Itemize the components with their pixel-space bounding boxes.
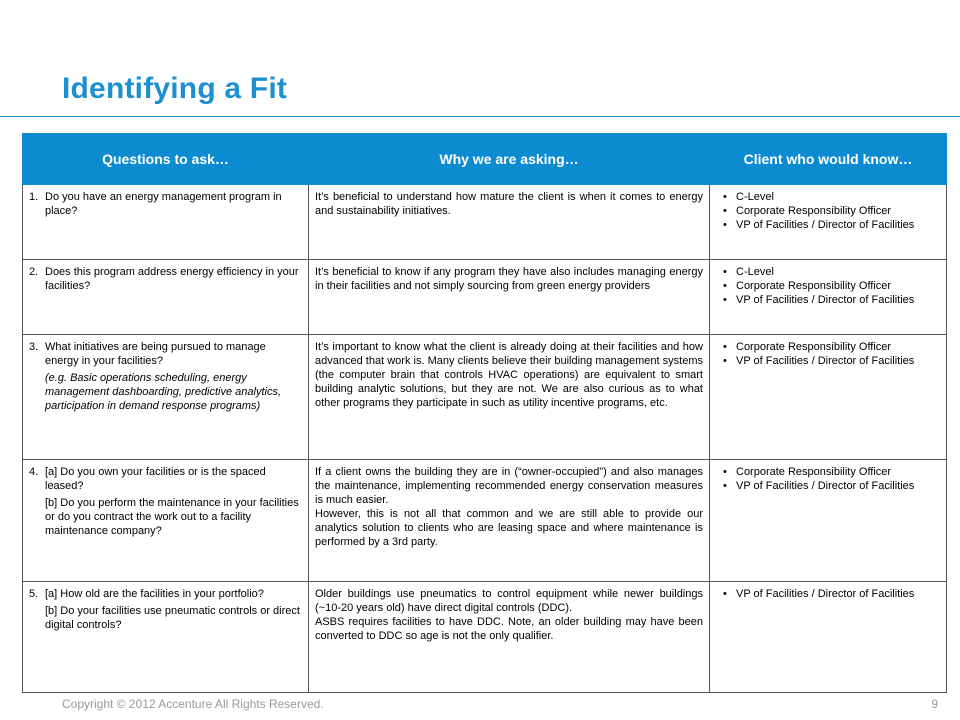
client-list-item: • VP of Facilities / Director of Facilities: [736, 293, 940, 307]
title-divider: [0, 116, 960, 117]
question-text: Does this program address energy efficiency in your facilities?: [45, 266, 299, 292]
question-text: [b] Do your facilities use pneumatic controls or direct digital controls?: [45, 605, 300, 631]
question-text: What initiatives are being pursued to manage energy in your facilities?: [45, 341, 266, 367]
why-text: ASBS requires facilities to have DDC. Note, an older building may have been converted to DDC so age is not the only qualifier.: [315, 616, 703, 642]
why-text: If a client owns the building they are in (“owner-occupied”) and also manages the maintenance, implementing recommended energy conservation measures is much easier.: [315, 466, 703, 506]
client-list: [716, 587, 940, 601]
question-number: 2.: [29, 266, 39, 278]
client-cell: [710, 185, 947, 260]
table-row: [23, 335, 947, 460]
client-list-item: • Corporate Responsibility Officer: [736, 204, 940, 218]
table-row: [23, 185, 947, 260]
client-list-item: • VP of Facilities / Director of Facilities: [736, 587, 940, 601]
client-list: [716, 190, 940, 232]
question-number: 1.: [29, 191, 39, 203]
question-number: 4.: [29, 466, 39, 478]
header-why: Why we are asking…: [309, 134, 710, 185]
why-text: Older buildings use pneumatics to control equipment while newer buildings (~10-20 years old) have direct digital controls (DDC).: [315, 588, 703, 614]
why-text: However, this is not all that common and we are still able to provide our analytics solution to clients who are leasing space and where maintenance is performed by a 3rd party.: [315, 508, 703, 548]
client-list-item: • C-Level: [736, 190, 940, 204]
question-number: 3.: [29, 341, 39, 353]
client-list-item: • Corporate Responsibility Officer: [736, 465, 940, 479]
question-text: Do you have an energy management program in place?: [45, 191, 282, 217]
question-example: (e.g. Basic operations scheduling, energy management dashboarding, predictive analytics, participation in demand response programs): [45, 372, 282, 412]
table-row: [23, 260, 947, 335]
why-cell: [309, 460, 710, 582]
question-cell: [23, 460, 309, 582]
client-list-item: • VP of Facilities / Director of Facilities: [736, 354, 940, 368]
why-text: It’s important to know what the client is already doing at their facilities and how advanced that work is. Many clients believe their building management systems (the computer brain that controls HVAC operations) are equivalent to smart building analytic solutions, but they are not. We are also curious as to what other programs they participate in such as utility incentive programs, etc.: [315, 341, 703, 409]
copyright-footer: Copyright © 2012 Accenture All Rights Reserved.: [62, 697, 324, 711]
why-text: It’s beneficial to understand how mature the client is when it comes to energy and sustainability initiatives.: [315, 191, 703, 217]
why-cell: [309, 335, 710, 460]
client-list-item: • Corporate Responsibility Officer: [736, 340, 940, 354]
client-cell: [710, 260, 947, 335]
client-list: [716, 465, 940, 493]
why-cell: [309, 185, 710, 260]
question-cell: [23, 260, 309, 335]
client-cell: [710, 460, 947, 582]
why-cell: [309, 260, 710, 335]
client-list: [716, 340, 940, 368]
question-text: [b] Do you perform the maintenance in your facilities or do you contract the work out to a facility maintenance company?: [45, 497, 299, 537]
question-text: [a] How old are the facilities in your portfolio?: [45, 588, 264, 600]
client-list-item: • C-Level: [736, 265, 940, 279]
client-cell: [710, 335, 947, 460]
client-list-item: • VP of Facilities / Director of Facilities: [736, 218, 940, 232]
client-cell: [710, 582, 947, 693]
why-text: It’s beneficial to know if any program they have also includes managing energy in their facilities and not simply sourcing from green energy providers: [315, 266, 703, 292]
page-number: 9: [931, 697, 938, 711]
client-list-item: • VP of Facilities / Director of Facilities: [736, 479, 940, 493]
question-number: 5.: [29, 588, 39, 600]
question-text: [a] Do you own your facilities or is the spaced leased?: [45, 466, 266, 492]
client-list-item: • Corporate Responsibility Officer: [736, 279, 940, 293]
table-row: [23, 460, 947, 582]
header-row: [23, 134, 947, 185]
header-questions: Questions to ask…: [23, 134, 309, 185]
client-list: [716, 265, 940, 307]
header-client: Client who would know…: [710, 134, 947, 185]
why-cell: [309, 582, 710, 693]
table-row: [23, 582, 947, 693]
fit-table: [22, 133, 947, 693]
question-cell: [23, 185, 309, 260]
page-title: Identifying a Fit: [62, 72, 288, 105]
question-cell: [23, 335, 309, 460]
question-cell: [23, 582, 309, 693]
